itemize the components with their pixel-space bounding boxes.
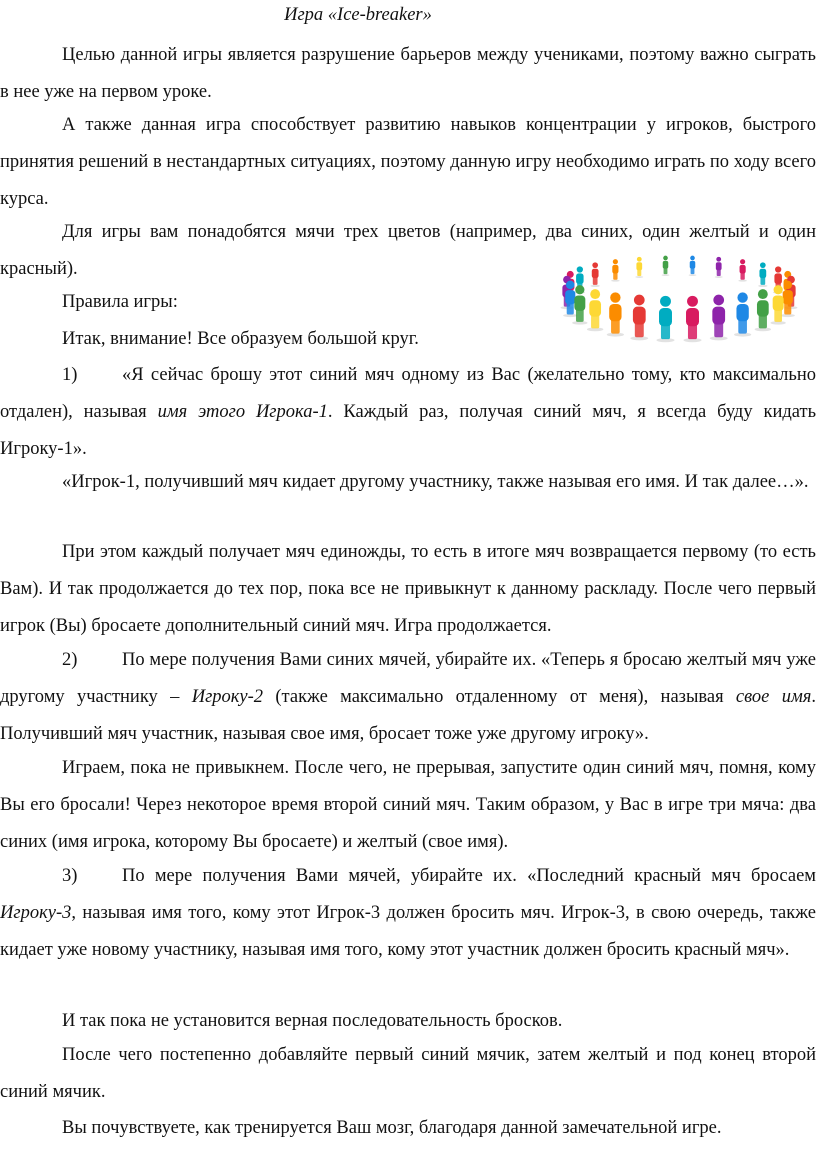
step-number: 3) xyxy=(62,866,78,886)
step-text: (также максимально отдаленному от меня), называя xyxy=(263,687,736,707)
person-figure xyxy=(590,262,599,287)
person-figure xyxy=(587,289,603,331)
step-text: По мере получения Вами мячей, убирайте их. «Последний красный мяч бросаем xyxy=(122,866,816,886)
person-figure xyxy=(630,295,648,341)
person-figure xyxy=(755,289,771,331)
paragraph-step-3 xyxy=(0,858,816,969)
person-figure xyxy=(683,296,701,342)
step-text: , называя имя того, кому этот Игрок-3 должен бросить мяч. Игрок-3, в свою очередь, также кидает уже новому участнику, называя имя того, кому этот участник должен бросить красный мяч». xyxy=(0,903,816,960)
step-text: По мере получения Вами синих мячей, убирайте их. «Теперь я бросаю желтый мяч уже другому участнику – xyxy=(0,650,816,707)
person-figure xyxy=(734,292,751,336)
paragraph-materials: Для игры вам понадобятся мячи трех цветов (например, два синих, один желтый и один красный). xyxy=(0,222,816,279)
person-figure xyxy=(715,257,723,278)
paragraph-play: Играем, пока не привыкнем. После чего, не прерывая, запустите один синий мяч, помня, кому Вы его бросали! Через некоторое время второй синий мяч. Таким образом, у Вас в игре три мяча: два синих (имя игрока, которому Вы бросаете) и желтый (свое имя). xyxy=(0,758,816,852)
step-emphasis: имя этого Игрока-1 xyxy=(157,402,328,422)
paragraph-step-1 xyxy=(0,357,816,468)
paragraph-once: При этом каждый получает мяч единожды, то есть в итоге мяч возвращается первому (то есть Вам). И так продолжается до тех пор, пока все не привыкнут к данному раскладу. После чего первый игрок (Вы) бросаете дополнительный синий мяч. Игра продолжается. xyxy=(0,542,816,636)
person-figure xyxy=(572,285,587,324)
person-figure xyxy=(662,256,670,276)
person-figure xyxy=(607,292,624,336)
person-figure xyxy=(710,295,728,341)
paragraph-player-1: «Игрок-1, получивший мяч кидает другому участнику, также называя его имя. И так далее…». xyxy=(62,472,809,492)
paragraph-attention: Итак, внимание! Все образуем большой круг. xyxy=(62,329,419,349)
document-title: Игра «Ice-breaker» xyxy=(284,5,432,25)
paragraph-sequence: И так пока не установится верная последовательность бросков. xyxy=(62,1011,563,1031)
people-circle-illustration xyxy=(548,252,810,360)
paragraph-add-balls: После чего постепенно добавляйте первый синий мячик, затем желтый и под конец второй синий мячик. xyxy=(0,1045,816,1102)
paragraph-rules-heading: Правила игры: xyxy=(62,292,178,312)
person-figure xyxy=(770,285,785,324)
person-figure xyxy=(611,259,620,282)
step-emphasis: свое имя xyxy=(735,687,812,707)
step-emphasis: Игроку-2 xyxy=(191,687,264,707)
person-figure xyxy=(689,256,697,276)
step-number: 1) xyxy=(62,365,78,385)
person-figure xyxy=(758,262,767,287)
step-text: . Каждый раз, получая синий мяч, я всегда буду кидать Игроку-1». xyxy=(0,402,816,459)
person-figure xyxy=(738,259,747,282)
person-figure xyxy=(656,296,674,342)
person-figure xyxy=(635,257,643,278)
paragraph-brain: Вы почувствуете, как тренируется Ваш мозг, благодаря данной замечательной игре. xyxy=(62,1118,722,1138)
paragraph-purpose: Целью данной игры является разрушение барьеров между учениками, поэтому важно сыграть в нее уже на первом уроке. xyxy=(0,45,816,102)
step-text: . Получивший мяч участник, называя свое имя, бросает тоже уже другому игроку». xyxy=(0,687,816,744)
people-figures xyxy=(561,256,798,343)
paragraph-step-2 xyxy=(0,642,816,753)
step-number: 2) xyxy=(62,650,78,670)
step-text: «Я сейчас брошу этот синий мяч одному из Вас (желательно тому, кто максимально отдален), называя xyxy=(0,365,816,422)
step-emphasis: Игроку-3 xyxy=(0,903,72,923)
paragraph-skills: А также данная игра способствует развитию навыков концентрации у игроков, быстрого принятия решений в нестандартных ситуациях, поэтому данную игру необходимо играть по ходу всего курса. xyxy=(0,115,816,209)
